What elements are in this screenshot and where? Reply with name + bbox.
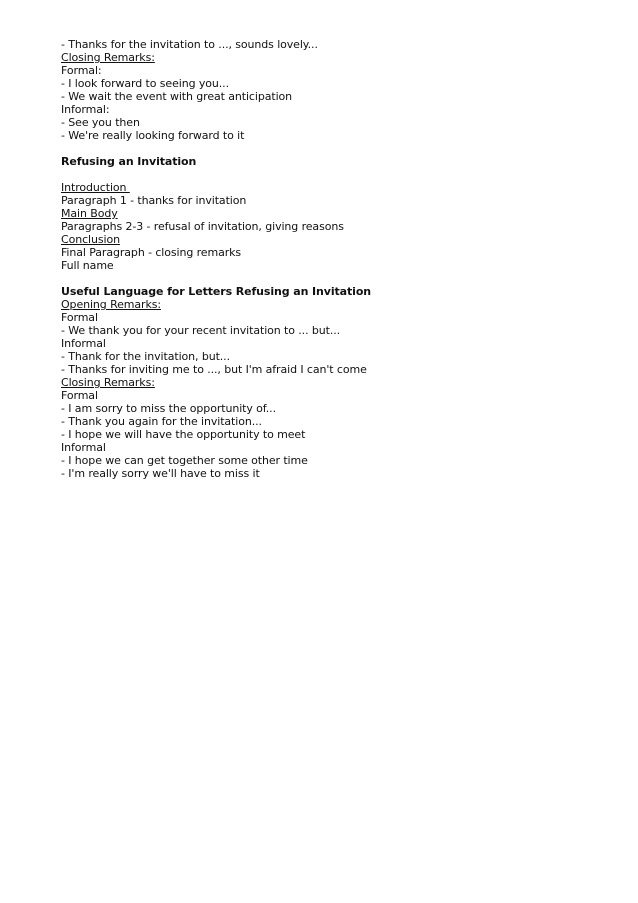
formal-phrase: - I hope we will have the opportunity to meet bbox=[61, 428, 306, 441]
document-page bbox=[61, 38, 601, 480]
introduction-heading: Introduction bbox=[61, 181, 130, 194]
informal-phrase: - See you then bbox=[61, 116, 140, 129]
spacer bbox=[61, 168, 601, 181]
informal-phrase: - I'm really sorry we'll have to miss it bbox=[61, 467, 260, 480]
formal-label: Formal: bbox=[61, 64, 102, 77]
closing-remarks-heading: Closing Remarks: bbox=[61, 51, 155, 64]
informal-label: Informal: bbox=[61, 103, 110, 116]
introduction-text: Paragraph 1 - thanks for invitation bbox=[61, 194, 247, 207]
main-body-text: Paragraphs 2-3 - refusal of invitation, giving reasons bbox=[61, 220, 344, 233]
informal-label: Informal bbox=[61, 337, 106, 350]
informal-phrase: - I hope we can get together some other time bbox=[61, 454, 308, 467]
conclusion-text: Final Paragraph - closing remarks bbox=[61, 246, 242, 259]
spacer bbox=[61, 142, 601, 155]
informal-phrase: - Thanks for inviting me to ..., but I'm afraid I can't come bbox=[61, 363, 367, 376]
formal-phrase: - I am sorry to miss the opportunity of... bbox=[61, 402, 276, 415]
formal-label: Formal bbox=[61, 311, 98, 324]
section-title-refusing: Refusing an Invitation bbox=[61, 155, 197, 168]
full-name-text: Full name bbox=[61, 259, 114, 272]
informal-phrase: - We're really looking forward to it bbox=[61, 129, 245, 142]
formal-phrase: - We thank you for your recent invitation to ... but... bbox=[61, 324, 341, 337]
informal-phrase: - Thank for the invitation, but... bbox=[61, 350, 230, 363]
informal-label: Informal bbox=[61, 441, 106, 454]
spacer bbox=[61, 272, 601, 285]
formal-label: Formal bbox=[61, 389, 98, 402]
accepting-phrase: - Thanks for the invitation to ..., sounds lovely... bbox=[61, 38, 318, 51]
closing-remarks-heading: Closing Remarks: bbox=[61, 376, 155, 389]
section-title-useful-language: Useful Language for Letters Refusing an Invitation bbox=[61, 285, 372, 298]
main-body-heading: Main Body bbox=[61, 207, 118, 220]
formal-phrase: - Thank you again for the invitation... bbox=[61, 415, 262, 428]
formal-phrase: - I look forward to seeing you... bbox=[61, 77, 229, 90]
formal-phrase: - We wait the event with great anticipation bbox=[61, 90, 293, 103]
conclusion-heading: Conclusion bbox=[61, 233, 120, 246]
opening-remarks-heading: Opening Remarks: bbox=[61, 298, 161, 311]
